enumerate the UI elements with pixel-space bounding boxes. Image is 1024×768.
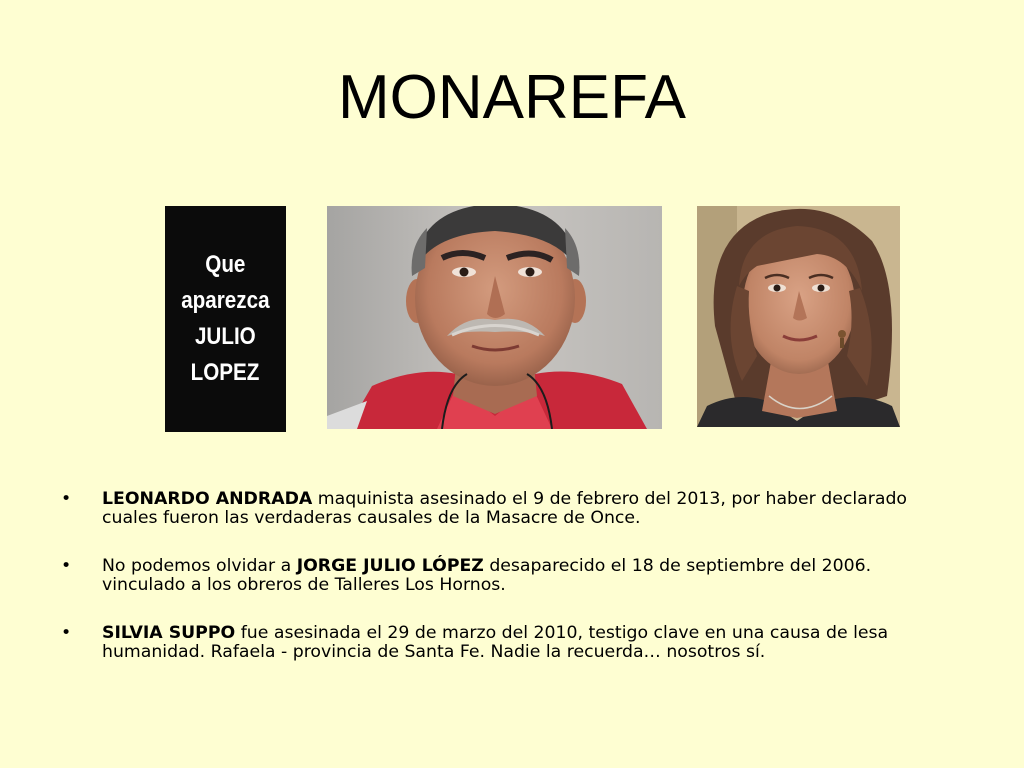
woman-portrait-illustration [697, 206, 900, 427]
bullet-text: fue asesinada el 29 de marzo del 2010, testigo clave en una causa de lesa humanidad. Rafaela - provincia de Santa Fe. Nadie la recuerda… nosotros sí. [102, 623, 889, 662]
bullet-jorge-julio-lopez [58, 557, 958, 595]
bullet-marker: • [61, 489, 72, 509]
man-portrait-illustration [327, 206, 662, 429]
bullet-prefix: No podemos olvidar a [102, 556, 297, 576]
bullet-list [58, 490, 958, 691]
bullet-name: SILVIA SUPPO [102, 623, 236, 643]
poster-line: aparezca [181, 287, 270, 314]
bullet-leonardo-andrada [58, 490, 958, 528]
bullet-marker: • [61, 623, 72, 643]
photo-silvia-suppo [697, 206, 900, 427]
poster-line: Que [205, 251, 246, 278]
bullet-text: maquinista asesinado el 9 de febrero del 2013, por haber declarado cuales fueron las verdaderas causales de la Masacre de Once. [102, 489, 907, 528]
slide-title: MONAREFA [338, 63, 686, 132]
bullet-text: desaparecido el 18 de septiembre del 2006. vinculado a los obreros de Talleres Los Hornos. [102, 556, 872, 595]
poster-line: JULIO [195, 323, 256, 350]
bullet-marker: • [61, 556, 72, 576]
bullet-name: JORGE JULIO LÓPEZ [296, 556, 484, 576]
photo-leonardo-andrada [327, 206, 662, 429]
poster-line: LOPEZ [191, 359, 260, 386]
bullet-silvia-suppo [58, 624, 958, 662]
que-aparezca-julio-lopez-poster [165, 206, 286, 432]
bullet-name: LEONARDO ANDRADA [102, 489, 313, 509]
